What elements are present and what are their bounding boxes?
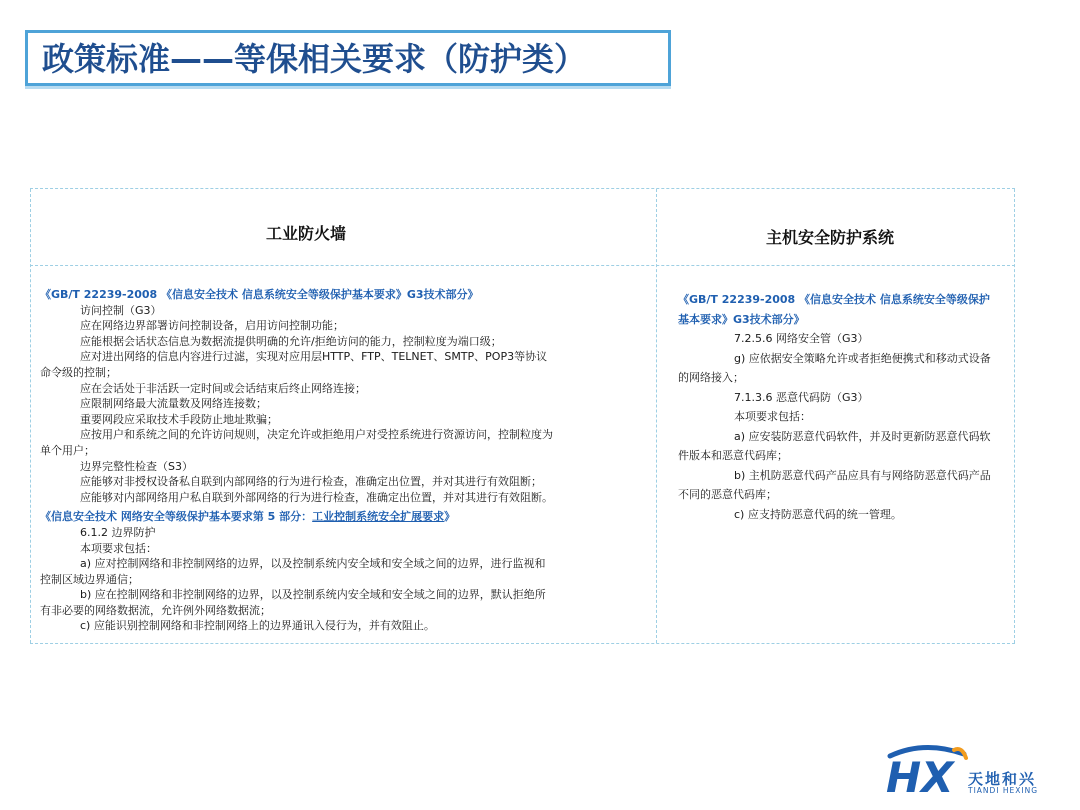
table-border-right xyxy=(1014,189,1015,643)
standard-reference xyxy=(40,509,646,525)
section-heading: 访问控制（G3） xyxy=(80,303,162,317)
header-host-security: 主机安全防护系统 xyxy=(766,228,895,247)
requirement-line: 应在网络边界部署访问控制设备，启用访问控制功能； xyxy=(80,319,344,333)
standard-reference: 《GB/T 22239-2008 《信息安全技术 信息系统安全等级保护基本要求》G3技术部分》 xyxy=(40,288,479,301)
standard-reference-prefix: 《信息安全技术 网络安全等级保护基本要求第 5 部分： xyxy=(40,510,313,524)
section-heading: 6.1.2 边界防护 xyxy=(80,525,156,539)
standard-reference: 《GB/T 22239-2008 《信息安全技术 信息系统安全等级保护基本要求》G3技术部分》 xyxy=(678,293,990,326)
requirement-line: 应能够对非授权设备私自联到内部网络的行为进行检查，准确定出位置，并对其进行有效阻断； xyxy=(80,475,542,489)
requirement-line: a) 应对控制网络和非控制网络的边界，以及控制系统内安全域和安全域之间的边界，进行监视和 xyxy=(80,557,546,571)
requirement-line: 重要网段应采取技术手段防止地址欺骗； xyxy=(80,412,278,426)
header-industrial-firewall: 工业防火墙 xyxy=(266,224,347,243)
requirement-line: c) 应支持防恶意代码的统一管理。 xyxy=(734,507,902,521)
title-banner xyxy=(25,30,671,86)
requirement-line: 命令级的控制； xyxy=(40,365,117,379)
logo-company-pinyin: TIANDI HEXING xyxy=(968,786,1039,795)
requirement-line: 应在会话处于非活跃一定时间或会话结束后终止网络连接； xyxy=(80,381,366,395)
requirement-line: 应能够对内部网络用户私自联到外部网络的行为进行检查，准确定出位置，并对其进行有效阻断。 xyxy=(80,490,553,504)
requirement-line: b) 主机防恶意代码产品应具有与网络防恶意代码产品不同的恶意代码库； xyxy=(678,468,991,501)
requirement-line: 本项要求包括： xyxy=(734,410,811,423)
requirement-line: 应对进出网络的信息内容进行过滤，实现对应用层HTTP、FTP、TELNET、SMTP、POP3等协议 xyxy=(80,350,548,364)
requirement-line: 有非必要的网络数据流，允许例外网络数据流； xyxy=(40,603,271,617)
section-heading: 7.2.5.6 网络安全管（G3） xyxy=(734,332,869,345)
requirement-line: 应能根据会话状态信息为数据流提供明确的允许/拒绝访问的能力，控制粒度为端口级； xyxy=(80,334,502,348)
requirement-line: 单个用户； xyxy=(40,443,95,457)
standard-reference-underlined: 工业控制系统安全扩展要求 xyxy=(312,510,445,524)
column-divider xyxy=(656,189,657,643)
requirements-table xyxy=(30,188,1015,644)
requirement-line: 控制区域边界通信； xyxy=(40,572,139,586)
host-security-requirements xyxy=(678,290,994,524)
logo-mark-text: HX xyxy=(886,753,954,798)
table-border-left xyxy=(30,189,31,643)
requirement-line: 应限制网络最大流量数及网络连接数； xyxy=(80,397,267,411)
requirement-line: b) 应在控制网络和非控制网络的边界，以及控制系统内安全域和安全域之间的边界，默认拒绝所 xyxy=(80,588,546,602)
section-heading: 7.1.3.6 恶意代码防（G3） xyxy=(734,390,869,404)
section-heading: 边界完整性检查（S3） xyxy=(80,459,193,473)
requirement-line: c) 应能识别控制网络和非控制网络上的边界通讯入侵行为，并有效阻止。 xyxy=(80,619,435,633)
logo-company-name: 天地和兴 xyxy=(968,770,1037,788)
requirement-line: g) 应依据安全策略允许或者拒绝便携式和移动式设备的网络接入； xyxy=(678,351,991,384)
requirement-line: 应按用户和系统之间的允许访问规则，决定允许或拒绝用户对受控系统进行资源访问，控制粒度为 xyxy=(80,428,553,442)
standard-reference-suffix: 》 xyxy=(444,510,456,524)
industrial-firewall-requirements xyxy=(40,287,646,634)
requirement-line: 本项要求包括： xyxy=(80,541,157,555)
page-title: 政策标准——等保相关要求（防护类） xyxy=(42,40,587,78)
requirement-line: a) 应安装防恶意代码软件，并及时更新防恶意代码软件版本和恶意代码库； xyxy=(678,429,991,462)
header-divider xyxy=(30,265,1015,266)
